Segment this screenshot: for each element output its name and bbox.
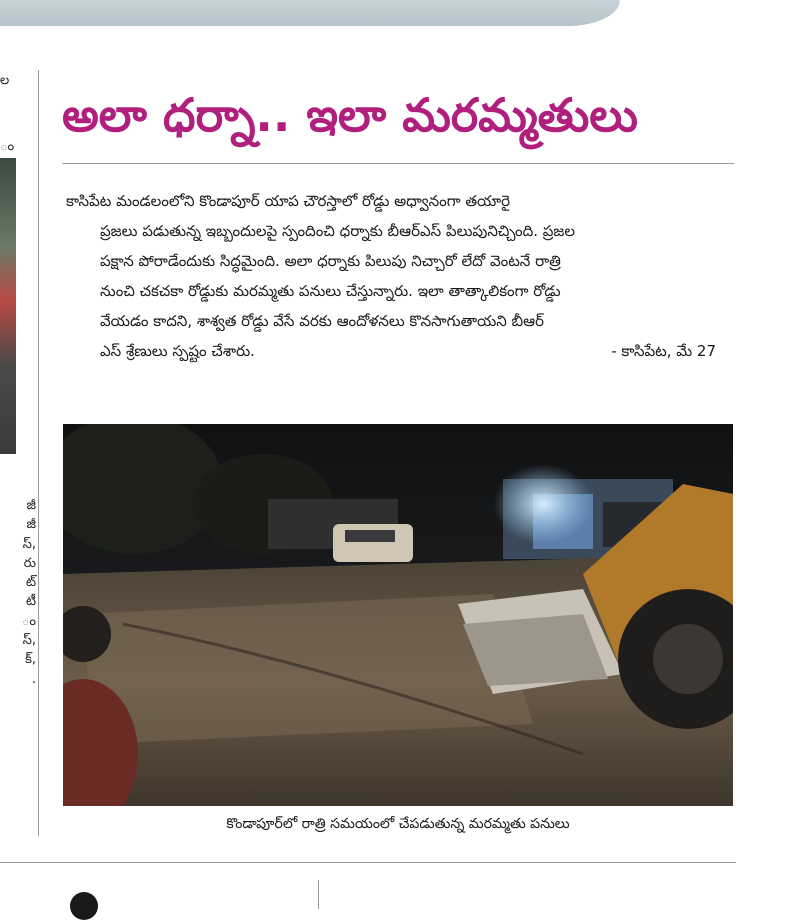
article-body (66, 186, 734, 366)
body-line: వేయడం కాదని, శాశ్వత రోడ్డు వేసే వరకు ఆందోళనలు కొనసాగుతాయని బీఆర్ (100, 312, 544, 330)
left-fragment-1: ల (0, 73, 10, 88)
dateline: - కాసిపేట, మే 27 (611, 342, 716, 360)
left-text-line: టీ (25, 594, 36, 610)
article-photo (63, 424, 733, 806)
section-divider (0, 862, 736, 863)
top-banner (0, 0, 800, 38)
left-text-line: ట్ (25, 575, 36, 591)
headline-rule (62, 163, 734, 164)
left-text-line: క్, (25, 652, 36, 668)
left-fragment-2: ం (0, 139, 15, 154)
photo-caption: కొండాపూర్‌లో రాత్రి సమయంలో చేపడుతున్న మరమ్మతు పనులు (226, 816, 570, 832)
column-divider (38, 70, 39, 836)
left-text-line: ం (21, 613, 36, 629)
article-headline: అలా ధర్నా.. ఇలా మరమ్మతులు (62, 88, 638, 142)
left-text-line: జీ (26, 498, 36, 513)
left-text-line: రు (23, 555, 36, 571)
bottom-column-divider (318, 880, 319, 909)
left-text-line: స్, (22, 633, 36, 649)
night-road-repair-photo (63, 424, 733, 806)
bullet-icon (70, 892, 98, 920)
body-line: ప్రజలు పడుతున్న ఇబ్బందులపై స్పందించి ధర్నాకు బీఆర్ఎస్ పిలుపునిచ్చింది. ప్రజల (100, 222, 576, 240)
banner-band (0, 0, 620, 26)
left-text-line: . (31, 671, 36, 687)
left-text-line: స్, (22, 536, 36, 552)
body-last-row (66, 336, 734, 366)
body-line: కాసిపేట మండలంలోని కొండాపూర్ యాప చౌరస్తాలో రోడ్డు అధ్వానంగా తయారై (66, 192, 511, 210)
body-line: నుంచి చకచకా రోడ్డుకు మరమ్మతు పనులు చేస్తున్నారు. ఇలా తాత్కాలికంగా రోడ్డు (100, 282, 561, 300)
body-line: ఎస్ శ్రేణులు స్పష్టం చేశారు. (100, 342, 255, 360)
left-text-fragments (0, 496, 36, 689)
left-photo-fragment (0, 158, 16, 454)
left-text-line: జీ (26, 517, 36, 533)
body-line: పక్షాన పోరాడేందుకు సిద్ధమైంది. అలా ధర్నాకు పిలుపు నిచ్చారో లేదో వెంటనే రాత్రి (100, 252, 561, 270)
